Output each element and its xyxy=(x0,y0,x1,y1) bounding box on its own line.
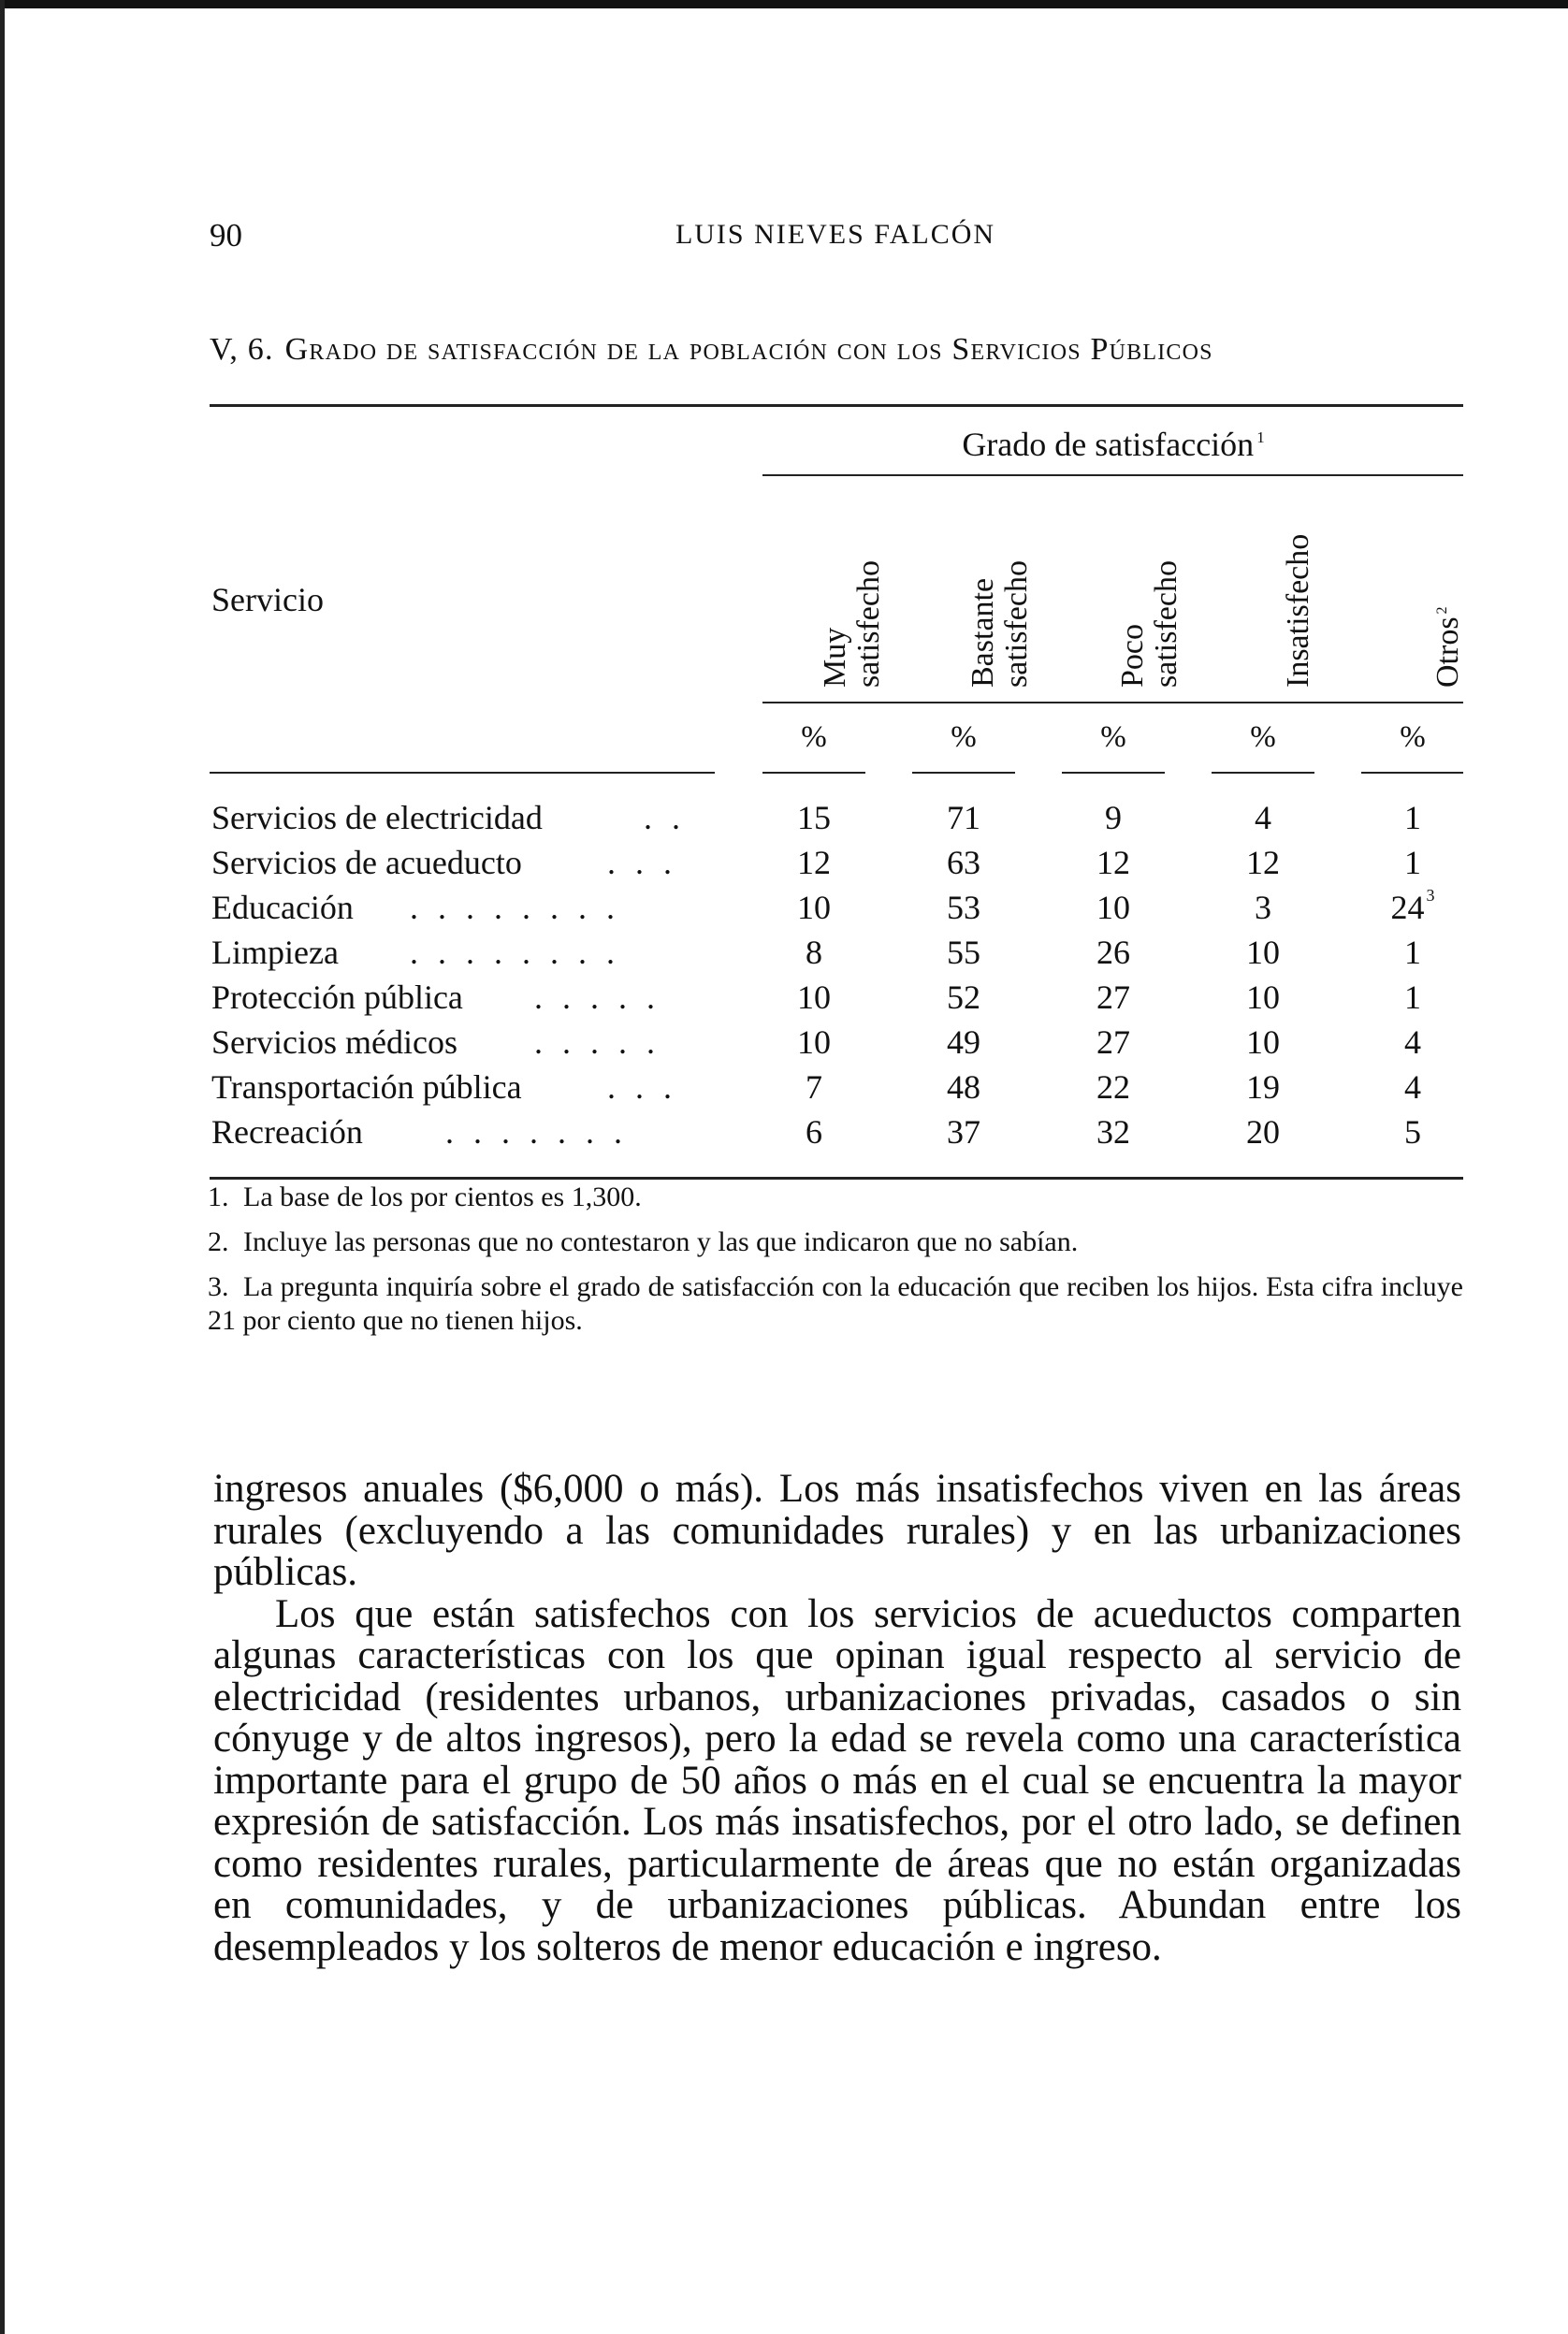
table-footnotes xyxy=(208,1181,1463,1349)
column-header-bastante-satisfecho xyxy=(938,491,1034,688)
table-cell: 53 xyxy=(947,889,980,926)
scan-top-edge xyxy=(0,0,1568,8)
stub-head-rule xyxy=(210,772,715,774)
table-cell: 10 xyxy=(797,979,831,1016)
table-cell: 3 xyxy=(1255,889,1271,926)
footnote xyxy=(208,1225,1463,1259)
table-row xyxy=(211,1067,1465,1112)
table-cell: 19 xyxy=(1246,1068,1280,1106)
group-header-rule xyxy=(762,474,1463,476)
unit-rule-3 xyxy=(1062,772,1165,774)
row-service-label: Educación xyxy=(211,889,354,926)
table-number: V, 6. xyxy=(210,332,274,367)
table-row xyxy=(211,888,1465,933)
dot-leaders: . . . xyxy=(607,844,677,881)
table-cell: 37 xyxy=(947,1113,980,1151)
page-header xyxy=(210,217,1461,258)
row-service-label: Limpieza xyxy=(211,934,339,971)
body-paragraph: ingresos anuales ($6,000 o más). Los más insatisfechos viven en las áreas rurales (excluyendo a las comunidades rurales) y en las urbanizaciones públicas. xyxy=(213,1467,1461,1594)
table-cell: 9 xyxy=(1105,799,1122,836)
column-header-line: Muy xyxy=(818,627,852,688)
footnote-number: 3. xyxy=(208,1271,229,1302)
table-row xyxy=(211,1112,1465,1157)
table-cell: 27 xyxy=(1096,1023,1130,1061)
column-header-line: Bastante xyxy=(965,577,1000,688)
table-row xyxy=(211,1022,1465,1067)
dot-leaders: . . . xyxy=(607,1068,677,1106)
dot-leaders: . . . . . . . . xyxy=(410,889,620,926)
row-service-label: Servicios de acueducto xyxy=(211,844,522,881)
dot-leaders: . . xyxy=(644,799,686,836)
table-cell: 4 xyxy=(1255,799,1271,836)
table-cell: 5 xyxy=(1404,1113,1421,1151)
table-cell: 52 xyxy=(947,979,980,1016)
footnote-text: Incluye las personas que no contestaron y las que indicaron que no sabían. xyxy=(243,1226,1079,1257)
scan-left-edge xyxy=(0,0,5,2334)
footnote-number: 1. xyxy=(208,1181,229,1212)
table-cell: 20 xyxy=(1246,1113,1280,1151)
table-top-rule xyxy=(210,404,1463,407)
unit-rule-4 xyxy=(1212,772,1314,774)
table-cell: 15 xyxy=(797,799,831,836)
table-cell: 1 xyxy=(1404,934,1421,971)
table-cell: 10 xyxy=(1246,1023,1280,1061)
table-cell: 10 xyxy=(1246,934,1280,971)
table-row xyxy=(211,978,1465,1022)
table-cell: 71 xyxy=(947,799,980,836)
table-cell: 10 xyxy=(1096,889,1130,926)
footnote xyxy=(208,1270,1463,1338)
unit-percent: % xyxy=(1400,720,1426,754)
table-cell: 12 xyxy=(1096,844,1130,881)
table-cell: 22 xyxy=(1096,1068,1130,1106)
unit-percent: % xyxy=(1100,720,1126,754)
row-service-label: Servicios médicos xyxy=(211,1023,457,1061)
row-service-label: Transportación pública xyxy=(211,1068,522,1106)
body-paragraph: Los que están satisfechos con los servicios de acueductos comparten algunas características con los que opinan igual respecto al servicio de electricidad (residentes urbanos, urbanizaciones privadas, casados o sin cónyuge y de altos ingresos), pero la edad se revela como una característica importante para el grupo de 50 años o más en el cual se encuentra la mayor expresión de satisfacción. Los más insatisfechos, por el otro lado, se definen como residentes rurales, particularmente de áreas que no están organizadas en comunidades, y de urbanizaciones públicas. Abundan entre los desempleados y los solteros de menor educación e ingreso. xyxy=(213,1591,1461,1969)
table-title xyxy=(210,332,1463,368)
column-header-line: Poco xyxy=(1115,624,1150,688)
table-cell-footnoted xyxy=(1361,888,1464,927)
table-cell: 10 xyxy=(797,889,831,926)
group-header-footnote-ref: 1 xyxy=(1256,428,1265,446)
table-cell: 55 xyxy=(947,934,980,971)
column-header-line: satisfecho xyxy=(851,560,886,688)
footnote-text: La base de los por cientos es 1,300. xyxy=(243,1181,642,1212)
table-cell: 10 xyxy=(797,1023,831,1061)
unit-rule-2 xyxy=(912,772,1015,774)
table-cell: 49 xyxy=(947,1023,980,1061)
table-cell: 10 xyxy=(1246,979,1280,1016)
running-head: LUIS NIEVES FALCÓN xyxy=(675,219,996,250)
table-cell: 48 xyxy=(947,1068,980,1106)
dot-leaders: . . . . . . . . xyxy=(410,934,620,971)
table-cell-value: 24 xyxy=(1390,889,1425,926)
cell-footnote-ref: 3 xyxy=(1426,886,1435,905)
table-cell: 6 xyxy=(806,1113,822,1151)
column-header-line: Insatisfecho xyxy=(1281,533,1315,688)
table-row xyxy=(211,798,1465,843)
dot-leaders: . . . . . xyxy=(534,979,661,1016)
table-title-text: Grado de satisfacción de la población con los Servicios Públicos xyxy=(284,332,1213,367)
page-number: 90 xyxy=(210,217,242,254)
unit-percent: % xyxy=(1250,720,1276,754)
group-header-text: Grado de satisfacción xyxy=(962,426,1255,463)
table-cell: 4 xyxy=(1404,1068,1421,1106)
dot-leaders: . . . . . xyxy=(534,1023,661,1061)
body-text xyxy=(213,1469,1461,1968)
column-header-muy-satisfecho xyxy=(791,491,886,688)
table-cell: 1 xyxy=(1404,799,1421,836)
row-service-label: Recreación xyxy=(211,1113,363,1151)
table-cell: 7 xyxy=(806,1068,822,1106)
column-header-insatisfecho xyxy=(1254,491,1315,688)
table-cell: 32 xyxy=(1096,1113,1130,1151)
table-cell: 63 xyxy=(947,844,980,881)
unit-rule-5 xyxy=(1361,772,1463,774)
table-cell: 12 xyxy=(797,844,831,881)
table-cell: 8 xyxy=(806,934,822,971)
column-header-otros xyxy=(1403,491,1465,688)
unit-percent: % xyxy=(951,720,977,754)
row-service-label: Protección pública xyxy=(211,979,463,1016)
table-row xyxy=(211,843,1465,888)
column-head-rule xyxy=(762,702,1463,703)
row-service-label: Servicios de electricidad xyxy=(211,799,543,836)
table-cell: 4 xyxy=(1404,1023,1421,1061)
footnote xyxy=(208,1181,1463,1214)
column-header-line: Otros xyxy=(1430,616,1465,688)
footnote-text: La pregunta inquiría sobre el grado de satisfacción con la educación que reciben los hijos. Esta cifra incluye 21 por ciento que no tienen hijos. xyxy=(208,1271,1463,1336)
stub-header: Servicio xyxy=(211,581,324,618)
table-cell: 1 xyxy=(1404,979,1421,1016)
table-cell: 1 xyxy=(1404,844,1421,881)
dot-leaders: . . . . . . . xyxy=(445,1113,628,1151)
table-cell: 27 xyxy=(1096,979,1130,1016)
table-row xyxy=(211,933,1465,978)
column-header-line: satisfecho xyxy=(1149,560,1183,688)
column-header-footnote-ref: 2 xyxy=(1434,606,1450,615)
column-header-line: satisfecho xyxy=(999,560,1034,688)
unit-percent: % xyxy=(801,720,827,754)
group-header xyxy=(762,425,1464,464)
table-cell: 12 xyxy=(1246,844,1280,881)
table-bottom-rule xyxy=(210,1177,1463,1180)
table-cell: 26 xyxy=(1096,934,1130,971)
footnote-number: 2. xyxy=(208,1226,229,1257)
unit-rule-1 xyxy=(762,772,865,774)
column-header-poco-satisfecho xyxy=(1088,491,1183,688)
